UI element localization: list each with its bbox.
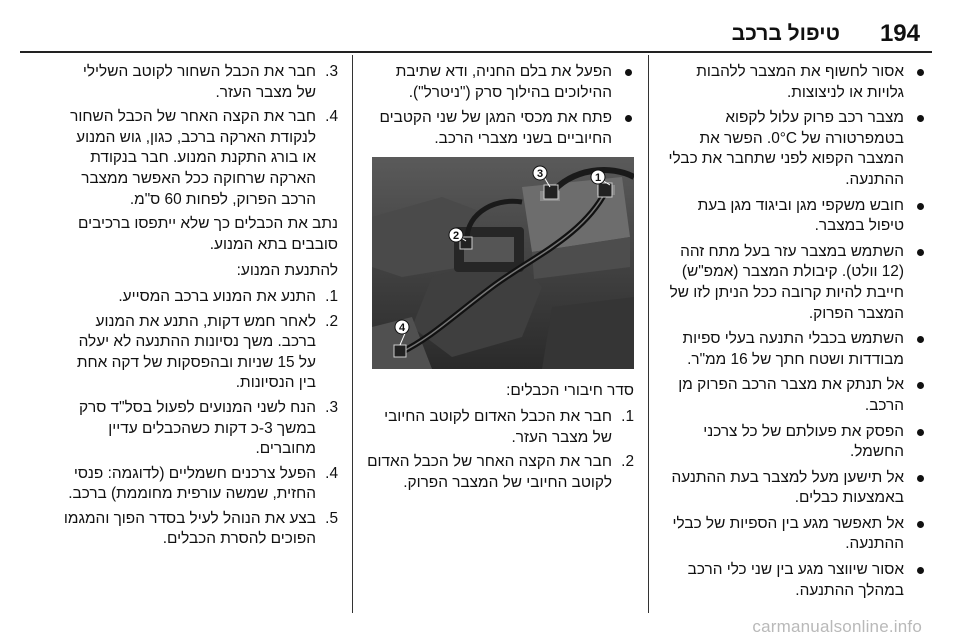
- step-item: 5. בצע את הנוהל לעיל בסדר הפוך והמגמו הפוכים להסרת הכבלים.: [63, 509, 338, 548]
- bullet-icon: [917, 429, 924, 436]
- bullet-item: השתמש בכבלי התנעה בעלי ספיות מבודדות ושטח חתך של 16 ממ"ר.: [660, 329, 926, 370]
- watermark: carmanualsonline.info: [752, 617, 922, 636]
- step-item: 4. חבר את הקצה האחר של הכבל השחור לנקודת הארקה ברכב, כגון, גוש המנוע או בורג התקנת המנוע. חבר בנקודת הארקה שרחוקה ככל האפשר ממצבר הרכב הפרוק, לפחות 60 ס"מ.: [70, 108, 338, 208]
- bullet-item: פתח את מכסי המגן של שני הקטבים החיוביים בשני מצברי הרכב.: [366, 108, 634, 149]
- bullet-icon: [917, 115, 924, 122]
- page-number: 194: [879, 20, 920, 47]
- step-item: 1. חבר את הכבל האדום לקוטב החיובי של מצבר העזר.: [384, 407, 634, 446]
- bullet-icon: [917, 382, 924, 389]
- section-title: טיפול ברכב: [731, 22, 840, 45]
- header-rule: [20, 51, 932, 53]
- middle-column: [366, 62, 634, 497]
- step-item: 1. התנע את המנוע ברכב המסייע.: [118, 287, 338, 305]
- bullet-item: אל תאפשר מגע בין הספיות של כבלי ההתנעה.: [660, 514, 926, 555]
- bullet-item: הפסק את פעולתם של כל צרכני החשמל.: [660, 422, 926, 463]
- bullet-icon: [917, 249, 924, 256]
- left-column: [60, 62, 338, 554]
- routing-note: נתב את הכבלים כך שלא ייתפסו ברכיבים סובבים בתא המנוע.: [77, 215, 338, 253]
- battery-cable-illustration: [372, 157, 634, 369]
- connection-order-heading: סדר חיבורי הכבלים:: [506, 382, 634, 400]
- bullet-icon: [917, 521, 924, 528]
- bullet-item: חובש משקפי מגן וביגוד מגן בעת טיפול במצבר.: [660, 196, 926, 237]
- bullet-icon: [917, 336, 924, 343]
- bullet-item: אל תישען מעל למצבר בעת ההתנעה באמצעות כבלים.: [660, 468, 926, 509]
- bullet-icon: [917, 203, 924, 210]
- bullet-icon: [625, 69, 632, 76]
- step-item: 3. הנח לשני המנועים לפעול בסל"ד סרק במשך 3-כ דקות כשהכבלים עדיין מחוברים.: [78, 398, 338, 458]
- jump-start-figure: [372, 157, 634, 369]
- bullet-icon: [917, 567, 924, 574]
- step-item: 2. לאחר חמש דקות, התנע את המנוע ברכב. משך נסיונות ההתנעה לא יעלה על 15 שניות ובהפסקות של דקה אחת בין הנסיונות.: [76, 312, 338, 392]
- bullet-icon: [625, 115, 632, 122]
- step-item: 4. הפעל צרכנים חשמליים (לדוגמה: פנסי החזית, שמשה עורפית מחוממת) ברכב.: [68, 464, 338, 503]
- bullet-item: הפעל את בלם החניה, ודא שתיבת ההילוכים בהילוך סרק ("ניטרל").: [366, 62, 634, 103]
- svg-text:2: 2: [452, 230, 460, 243]
- page-header: [0, 0, 960, 52]
- svg-text:1: 1: [594, 172, 602, 185]
- step-item: 2. חבר את הקצה האחר של הכבל האדום לקוטב החיובי של המצבר הפרוק.: [367, 453, 634, 491]
- bullet-item: אסור לחשוף את המצבר ללהבות גלויות או לניצוצות.: [660, 62, 926, 103]
- step-item: 3. חבר את הכבל השחור לקוטב השלילי של מצבר העזר.: [82, 63, 338, 101]
- svg-text:3: 3: [536, 168, 544, 181]
- column-divider-right: [648, 55, 649, 613]
- right-column: [660, 62, 926, 606]
- bullet-item: אל תנתק את מצבר הרכב הפרוק מן הרכב.: [660, 375, 926, 416]
- bullet-icon: [917, 69, 924, 76]
- bullet-item: השתמש במצבר עזר בעל מתח זהה (12 וולט). קיבולת המצבר (אמפ"ש) חייבת להיות קרובה ככל הניתן לזו של המצבר הפרוק.: [660, 242, 926, 324]
- bullet-icon: [917, 475, 924, 482]
- column-divider-left: [352, 55, 353, 613]
- bullet-item: אסור שיווצר מגע בין שני כלי הרכב במהלך ההתנעה.: [660, 560, 926, 601]
- svg-text:4: 4: [398, 322, 406, 335]
- engine-start-heading: להתנעת המנוע:: [236, 262, 338, 280]
- bullet-item: מצבר רכב פרוק עלול לקפוא בטמפרטורה של 0°C. הפשר את המצבר הקפוא לפני שתחבר את כבלי ההתנעה.: [660, 108, 926, 190]
